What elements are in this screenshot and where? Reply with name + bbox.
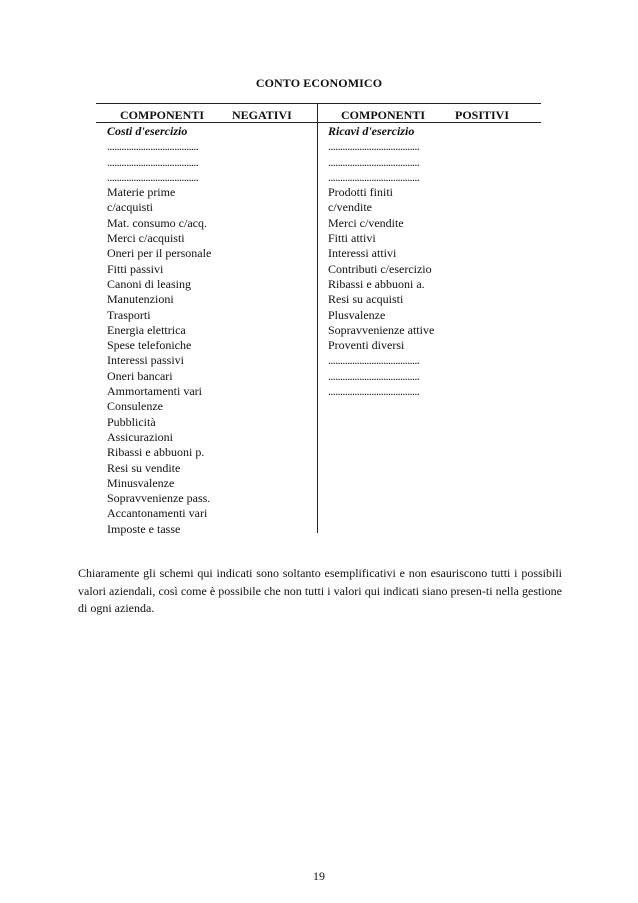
negativi-item: Minusvalenze: [107, 475, 175, 490]
negativi-item: Sopravvenienze pass.: [107, 491, 211, 506]
negativi-item: Mat. consumo c/acq.: [107, 215, 207, 230]
positivi-item: Contributi c/esercizio: [328, 261, 432, 276]
positivi-item: Merci c/vendite: [328, 215, 404, 230]
header-positivi: POSITIVI: [455, 108, 510, 122]
negativi-item: Merci c/acquisti: [107, 231, 185, 246]
positivi-item: Proventi diversi: [328, 338, 405, 353]
negativi-item: Resi su vendite: [107, 460, 181, 475]
positivi-item: Prodotti finiti: [328, 185, 394, 200]
negativi-item: Trasporti: [107, 307, 151, 322]
table-column-divider: [317, 103, 318, 533]
positivi-column: [328, 124, 450, 399]
positivi-item: c/vendite: [328, 200, 372, 215]
positivi-item: Plusvalenze: [328, 307, 386, 322]
page-number: 19: [313, 869, 325, 883]
positivi-item: Ribassi e abbuoni a.: [328, 276, 425, 291]
negativi-item: Oneri per il personale: [107, 246, 212, 261]
page-title: CONTO ECONOMICO: [255, 76, 383, 90]
explanatory-paragraph: Chiaramente gli schemi qui indicati sono soltanto esemplificativi e non esauriscono tutti i possibili valori aziendali, così come è possibile che non tutti i valori qui indicati siano presen-ti nella gestione di ogni azienda.: [78, 566, 562, 615]
header-right-component: COMPONENTI: [341, 108, 425, 122]
negativi-item: Canoni di leasing: [107, 276, 191, 291]
negativi-item: Materie prime: [107, 185, 176, 200]
negativi-item: Ammortamenti vari: [107, 384, 202, 399]
negativi-item: Consulenze: [107, 399, 163, 414]
negativi-item: Accantonamenti vari: [107, 506, 208, 521]
negativi-placeholder: ......................................: [107, 154, 199, 169]
negativi-item: Interessi passivi: [107, 353, 184, 368]
negativi-item: Energia elettrica: [107, 322, 186, 337]
negativi-item: Imposte e tasse: [107, 521, 181, 536]
header-left-component: COMPONENTI: [120, 108, 204, 122]
negativi-item: Manutenzioni: [107, 292, 174, 307]
negativi-column: [107, 124, 229, 537]
positivi-trailing-placeholder: ......................................: [328, 384, 420, 399]
positivi-placeholder: ......................................: [328, 154, 420, 169]
negativi-item: Ribassi e abbuoni p.: [107, 445, 205, 460]
positivi-item: Resi su acquisti: [328, 292, 404, 307]
positivi-item: Fitti attivi: [328, 231, 376, 246]
positivi-placeholder: ......................................: [328, 139, 420, 154]
negativi-heading: Costi d'esercizio: [107, 124, 188, 138]
header-negativi: NEGATIVI: [232, 108, 292, 122]
negativi-item: c/acquisti: [107, 200, 153, 215]
negativi-item: Spese telefoniche: [107, 338, 192, 353]
positivi-placeholder: ......................................: [328, 169, 420, 184]
negativi-placeholder: ......................................: [107, 139, 199, 154]
negativi-item: Oneri bancari: [107, 368, 173, 383]
negativi-item: Fitti passivi: [107, 261, 164, 276]
positivi-trailing-placeholder: ......................................: [328, 353, 420, 368]
positivi-trailing-placeholder: ......................................: [328, 368, 420, 383]
positivi-heading: Ricavi d'esercizio: [328, 124, 415, 138]
negativi-placeholder: ......................................: [107, 169, 199, 184]
table-top-rule: [96, 103, 541, 104]
negativi-item: Assicurazioni: [107, 429, 173, 444]
negativi-item: Pubblicità: [107, 414, 156, 429]
positivi-item: Interessi attivi: [328, 246, 397, 261]
positivi-item: Sopravvenienze attive: [328, 322, 435, 337]
